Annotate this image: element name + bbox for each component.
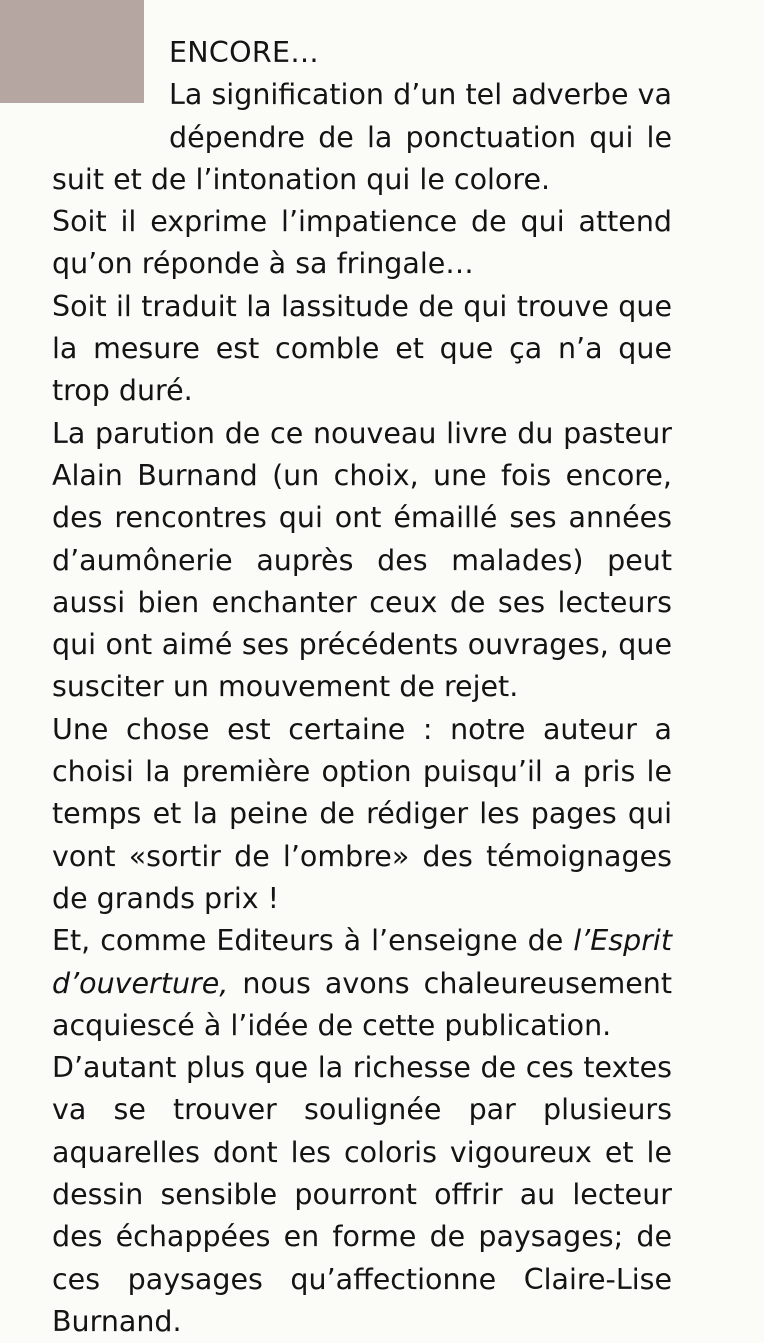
paragraph-certitude: Une chose est certaine : notre auteur a choisi la première option puisqu’il a pris le temps et la peine de rédiger les pages qui vont «sortir de l’ombre» des témoignages de grands prix ! <box>52 712 672 915</box>
publisher-name-italic: l’Esprit d’ouverture, <box>52 924 672 1000</box>
paragraph-parution: La parution de ce nouveau livre du pasteur Alain Burnand (un choix, une fois encore, des rencontres qui ont émaillé ses années d’aumônerie auprès des malades) peut aussi bien enchanter ceux de ses lecteurs qui ont aimé ses précédents ouvrages, que susciter un mouvement de rejet. <box>52 416 672 704</box>
paragraph-signification: La signification d’un tel adverbe va dépendre de la ponctuation qui le suit et de l’intonation qui le colore. <box>52 78 672 196</box>
editeurs-text-before: Et, comme Editeurs à l’enseigne de <box>52 924 574 958</box>
editeurs-text-after: nous avons chaleureusement acquiescé à l’idée de cette publication. <box>52 966 672 1042</box>
article-text <box>52 32 672 1343</box>
paragraph-editeurs <box>52 920 672 1047</box>
paragraph-aquarelles: D’autant plus que la richesse de ces textes va se trouver soulignée par plusieurs aquarelles dont les coloris vigoureux et le dessin sensible pourront offrir au lecteur des échappées en forme de paysages; de ces paysages qu’affectionne Claire-Lise Burnand. <box>52 1051 672 1338</box>
heading-encore: ENCORE… <box>169 36 320 69</box>
indent-spacer <box>52 32 169 148</box>
paragraph-lassitude: Soit il traduit la lassitude de qui trouve que la mesure est comble et que ça n’a que trop duré. <box>52 289 672 408</box>
paragraph-impatience: Soit il exprime l’impatience de qui attend qu’on réponde à sa fringale… <box>52 205 672 281</box>
